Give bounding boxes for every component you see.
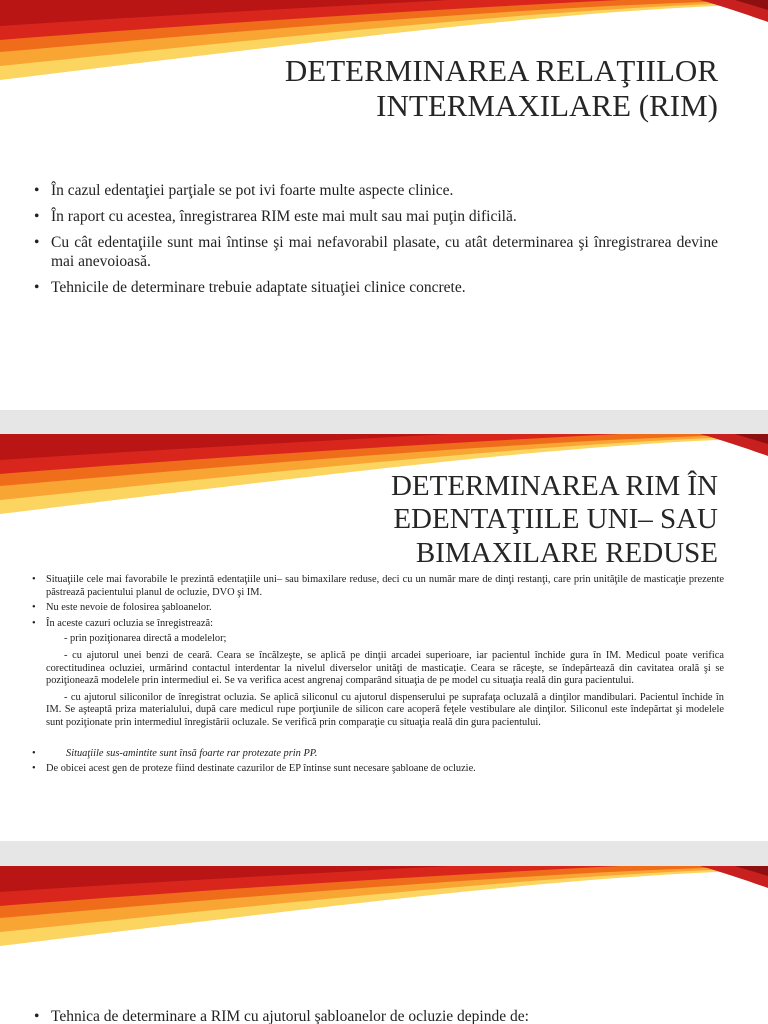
list-item: • În raport cu acestea, înregistrarea RIM este mai mult sau mai puţin dificilă. xyxy=(30,207,718,226)
list-item: - prin poziţionarea directă a modelelor; xyxy=(64,633,227,645)
slide-3-bullet-list xyxy=(30,1007,730,1024)
slide-2-bullet-list xyxy=(30,574,724,779)
list-item: • De obicei acest gen de proteze fiind destinate cazurilor de EP întinse sunt necesare şabloane de ocluzie. xyxy=(30,763,724,776)
slide-1-bullet-list xyxy=(30,181,718,304)
slide-2-title-line2: EDENTAŢIILE UNI– SAU xyxy=(393,503,718,536)
list-item: • Tehnica de determinare a RIM cu ajutorul şabloanelor de ocluzie depinde de: xyxy=(30,1007,730,1024)
list-item: • În aceste cazuri ocluzia se înregistrează: xyxy=(30,618,724,631)
list-item: • Situaţiile cele mai favorabile le prezintă edentaţiile uni– sau bimaxilare reduse, deci cu un număr mare de dinţi restanţi, care prin unităţile de masticaţie prezente păstrează pacientului planul de ocluzie, DVO şi IM. xyxy=(30,574,724,599)
slide-2-title xyxy=(391,470,718,570)
list-item: - cu ajutorul unei benzi de ceară. Ceara se încălzeşte, se aplică pe dinţii arcadei superioare, iar pacientul închide gura în IM. Medicul poate verifica corectitudinea ocluziei, urmărind contactul interdentar la nivelul diverselor unităţi de masticaţie. Ceara se răceşte, se îndepărtează din cavitatea orală şi se poziţionează modelele prin intermediul ei. Se va verifica acest angrenaj comparând situaţia de pe model cu situaţia reală din gura pacientului. xyxy=(46,649,724,687)
slide-1-title-line2: INTERMAXILARE (RIM) xyxy=(376,87,718,123)
list-item: • Nu este nevoie de folosirea şabloanelor. xyxy=(30,602,724,615)
slide-1-title-line1: DETERMINAREA RELAŢIILOR xyxy=(284,53,718,88)
slide-2-title-line3: BIMAXILARE REDUSE xyxy=(415,536,718,569)
slide-2-title-line1: DETERMINAREA RIM ÎN xyxy=(390,470,718,502)
list-item: • Cu cât edentaţiile sunt mai întinse şi mai nefavorabil plasate, cu atât determinarea şi înregistrarea devine mai anevoioasă. xyxy=(30,233,718,271)
list-item: - cu ajutorul siliconilor de înregistrat ocluzia. Se aplică siliconul cu ajutorul dispenserului pe suprafaţa ocluzală a dinţilor mandibulari. Pacientul închide în IM. Se aşteaptă priza materialului, după care medicul rupe porţiunile de silicon care acoperă feţele vestibulare ale dinţilor. Siliconul este îndepărtat şi modelele sunt poziţionate prin intermediul înregistării ocluzale. Se verifică prin comparaţie cu situaţia reală din gura pacientului. xyxy=(46,691,724,728)
decorative-swoosh xyxy=(0,866,768,966)
list-item: • Tehnicile de determinare trebuie adaptate situaţiei clinice concrete. xyxy=(30,278,718,297)
slide-1 xyxy=(0,0,768,410)
list-item xyxy=(30,748,724,761)
slide-2 xyxy=(0,434,768,841)
slide-3 xyxy=(0,866,768,1024)
list-item: • În cazul edentaţiei parţiale se pot ivi foarte multe aspecte clinice. xyxy=(30,181,718,200)
slide-1-title xyxy=(285,54,718,123)
list-item-text: Situaţiile sus-amintite sunt însă foarte rar protezate prin PP. xyxy=(66,747,318,759)
